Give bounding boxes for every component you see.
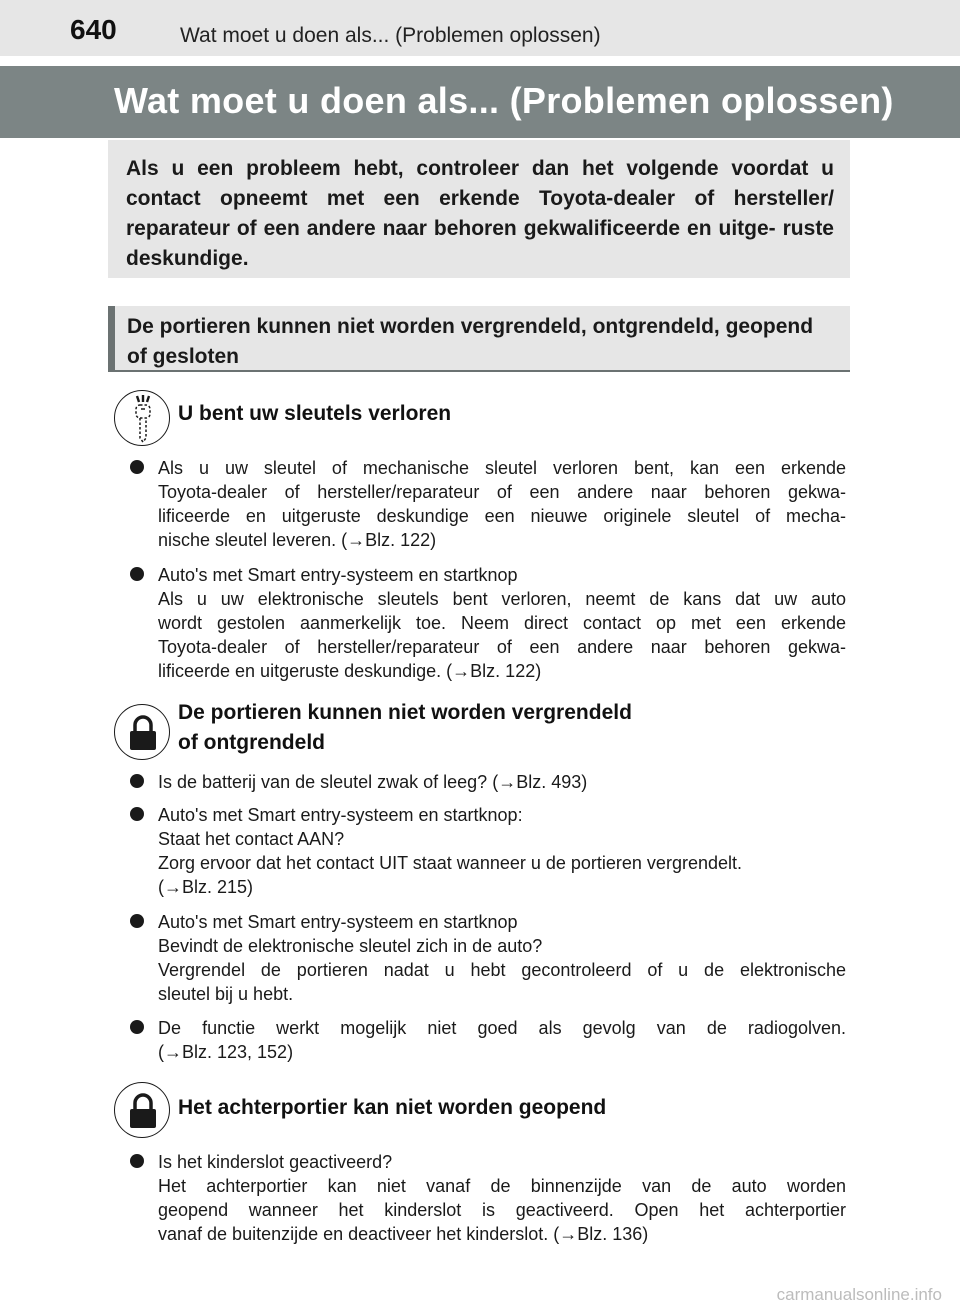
list-item: Auto's met Smart entry-systeem en startknop Als u uw elektronische sleutels bent verloren, neemt de kans dat uw auto wordt gestolen aanmerkelijk toe. Neem direct contact op met een erkende Toyota-dealer of hersteller/reparateur of een andere naar behoren gekwa- lificeerde en uitgeruste deskundige. (→Blz. 122) xyxy=(130,563,846,683)
running-title: Wat moet u doen als... (Problemen oplossen) xyxy=(180,24,601,47)
bullet-dot xyxy=(130,1154,144,1168)
bullet-dot xyxy=(130,914,144,928)
list-item: Is de batterij van de sleutel zwak of leeg? (→Blz. 493) xyxy=(130,770,846,794)
bullet-dot xyxy=(130,567,144,581)
title-banner xyxy=(0,66,960,138)
intro-text: Als u een probleem hebt, controleer dan het volgende voordat u contact opneemt met een erkende Toyota-dealer of hersteller/ reparateur of een andere naar behoren gekwalificeerde en uitge- ruste deskundige. xyxy=(126,157,834,270)
list-item: De functie werkt mogelijk niet goed als gevolg van de radiogolven. (→Blz. 123, 152) xyxy=(130,1016,846,1064)
bullet-dot xyxy=(130,774,144,788)
page-header xyxy=(0,0,960,56)
list-item: Auto's met Smart entry-systeem en startknop Bevindt de elektronische sleutel zich in de auto? Vergrendel de portieren nadat u hebt gecontroleerd of u de elektronische sleutel bij u hebt. xyxy=(130,910,846,1006)
key-icon xyxy=(114,390,170,446)
list-item: Is het kinderslot geactiveerd? Het achterportier kan niet vanaf de binnenzijde van de auto worden geopend wanneer het kinderslot is geactiveerd. Open het achterportier vanaf de buitenzijde en deactiveer het kinderslot. (→Blz. 136) xyxy=(130,1150,846,1246)
intro-box xyxy=(108,140,850,278)
lock-icon xyxy=(114,1082,170,1138)
section-heading xyxy=(108,306,850,372)
section-heading-text: De portieren kunnen niet worden vergrendeld, ontgrendeld, geopend of gesloten xyxy=(127,315,814,368)
page-number: 640 xyxy=(70,14,117,45)
subsection-title-lock-unlock: De portieren kunnen niet worden vergrendeld of ontgrendeld xyxy=(178,701,632,754)
subsection-title-rear-door: Het achterportier kan niet worden geopend xyxy=(178,1096,607,1119)
page-title: Wat moet u doen als... (Problemen oplossen) xyxy=(114,80,894,121)
bullet-dot xyxy=(130,460,144,474)
lock-icon xyxy=(114,704,170,760)
bullet-dot xyxy=(130,1020,144,1034)
watermark: carmanualsonline.info xyxy=(776,1285,942,1304)
bullet-dot xyxy=(130,807,144,821)
list-item: Auto's met Smart entry-systeem en startknop: Staat het contact AAN? Zorg ervoor dat het contact UIT staat wanneer u de portieren vergrendelt. (→Blz. 215) xyxy=(130,803,846,899)
subsection-title-lost-keys: U bent uw sleutels verloren xyxy=(178,402,452,425)
list-item: Als u uw sleutel of mechanische sleutel verloren bent, kan een erkende Toyota-dealer of hersteller/reparateur of een andere naar behoren gekwa- lificeerde en uitgeruste deskundige een nieuwe originele sleutel of mecha- nische sleutel leveren. (→Blz. 122) xyxy=(130,456,846,552)
